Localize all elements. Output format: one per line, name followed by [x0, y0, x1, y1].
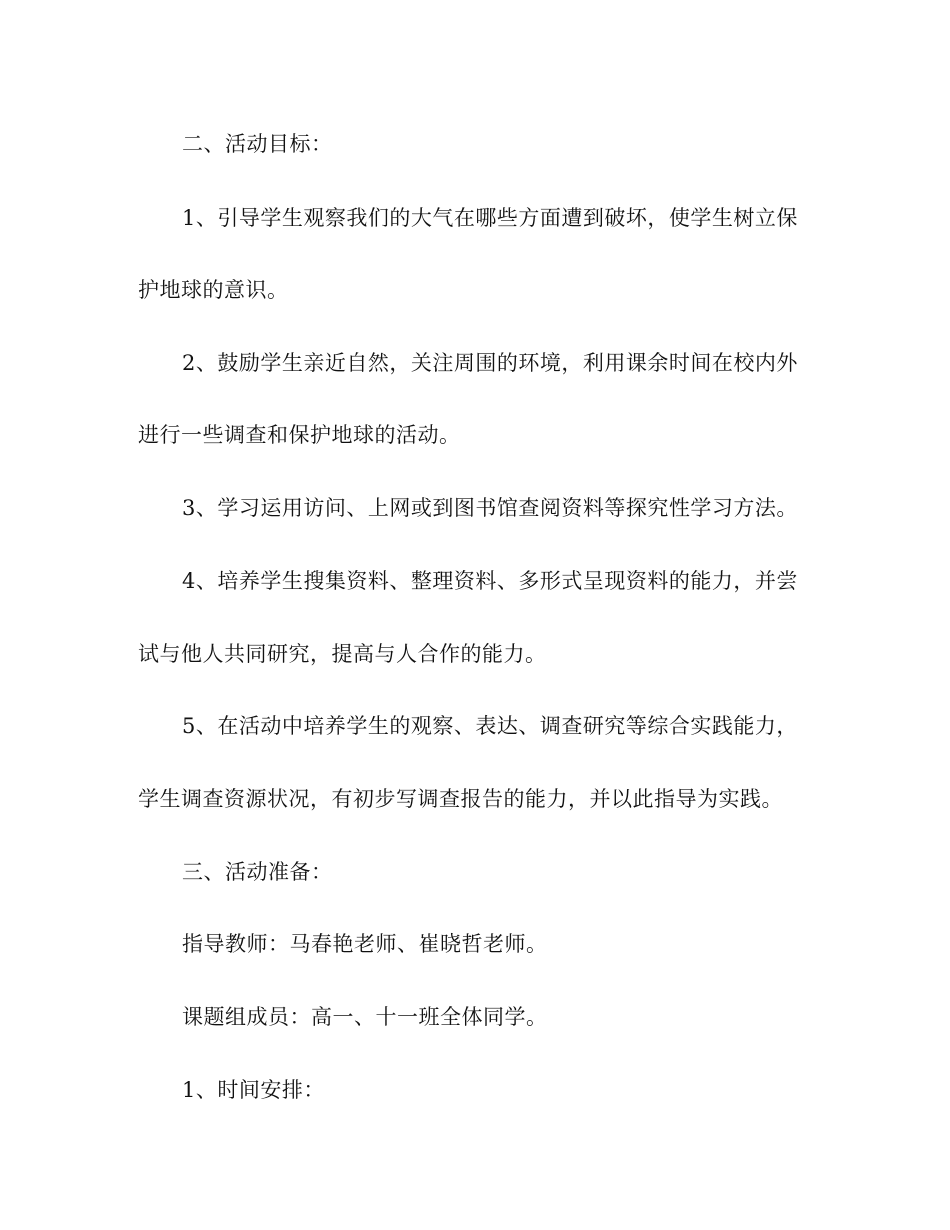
group-members-line: 课题组成员：高一、十一班全体同学。 [182, 1005, 548, 1029]
section-heading-activity-preparation: 三、活动准备： [182, 860, 333, 884]
goal-4-line-1: 4、培养学生搜集资料、整理资料、多形式呈现资料的能力，并尝 [182, 569, 798, 593]
schedule-heading: 1、时间安排： [182, 1078, 325, 1102]
goal-1-line-2: 护地球的意识。 [138, 278, 289, 302]
goal-1-line-1: 1、引导学生观察我们的大气在哪些方面遭到破坏，使学生树立保 [182, 206, 798, 230]
instructors-line: 指导教师：马春艳老师、崔晓哲老师。 [182, 932, 548, 956]
goal-3-line-1: 3、学习运用访问、上网或到图书馆查阅资料等探究性学习方法。 [182, 496, 798, 520]
goal-4-line-2: 试与他人共同研究，提高与人合作的能力。 [138, 642, 547, 666]
goal-2-line-2: 进行一些调查和保护地球的活动。 [138, 423, 461, 447]
goal-5-line-2: 学生调查资源状况，有初步写调查报告的能力，并以此指导为实践。 [138, 787, 783, 811]
goal-5-line-1: 5、在活动中培养学生的观察、表达、调查研究等综合实践能力， [182, 714, 798, 738]
goal-2-line-1: 2、鼓励学生亲近自然，关注周围的环境，利用课余时间在校内外 [182, 351, 798, 375]
section-heading-activity-goals: 二、活动目标： [182, 132, 333, 156]
